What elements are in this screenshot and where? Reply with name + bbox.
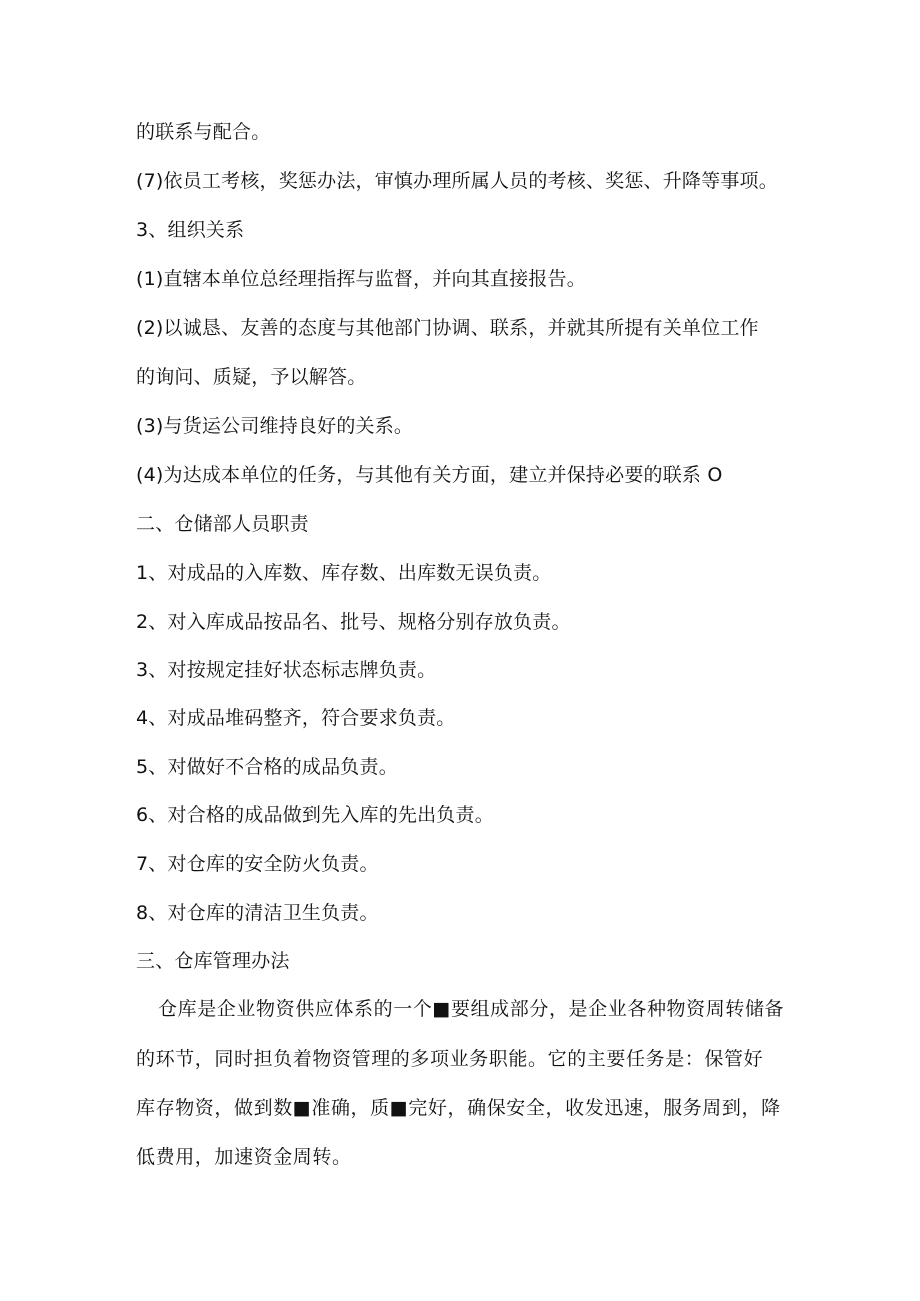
list-item: 6、对合格的成品做到先入库的先出负责。 — [136, 804, 494, 826]
list-item: 5、对做好不合格的成品负责。 — [136, 756, 398, 778]
list-item: 7、对仓库的安全防火负责。 — [136, 853, 379, 875]
text-line: (3)与货运公司维持良好的关系。 — [136, 415, 414, 437]
list-item: 8、对仓库的清洁卫生负责。 — [136, 902, 379, 924]
section-heading: 3、组织关系 — [136, 219, 245, 241]
list-item: 3、对按规定挂好状态标志牌负责。 — [136, 659, 437, 681]
text-line: (7)依员工考核，奖惩办法，审慎办理所属人员的考核、奖惩、升降等事项。 — [136, 170, 778, 192]
paragraph-line: 低费用，加速资金周转。 — [136, 1146, 352, 1168]
text-line: 的联系与配合。 — [136, 121, 271, 143]
paragraph-line: 仓库是企业物资供应体系的一个■要组成部分，是企业各种物资周转储备 — [158, 998, 785, 1020]
list-item: 1、对成品的入库数、库存数、出库数无误负责。 — [136, 562, 552, 584]
paragraph-line: 的环节，同时担负着物资管理的多项业务职能。它的主要任务是：保管好 — [136, 1048, 764, 1070]
list-item: 2、对入库成品按品名、批号、规格分别存放负责。 — [136, 611, 571, 633]
text-line: (4)为达成本单位的任务，与其他有关方面，建立并保持必要的联系 O — [136, 464, 723, 486]
text-line: (1)直辖本单位总经理指挥与监督，并向其直接报告。 — [136, 268, 586, 290]
section-heading: 二、仓储部人员职责 — [136, 513, 309, 535]
list-item: 4、对成品堆码整齐，符合要求负责。 — [136, 707, 456, 729]
paragraph-line: 库存物资，做到数■准确，质■完好，确保安全，收发迅速，服务周到，降 — [136, 1097, 781, 1119]
text-line: (2)以诚恳、友善的态度与其他部门协调、联系，并就其所提有关单位工作 — [136, 317, 759, 339]
section-heading: 三、仓库管理办法 — [136, 950, 290, 972]
text-line: 的询问、质疑，予以解答。 — [136, 366, 367, 388]
